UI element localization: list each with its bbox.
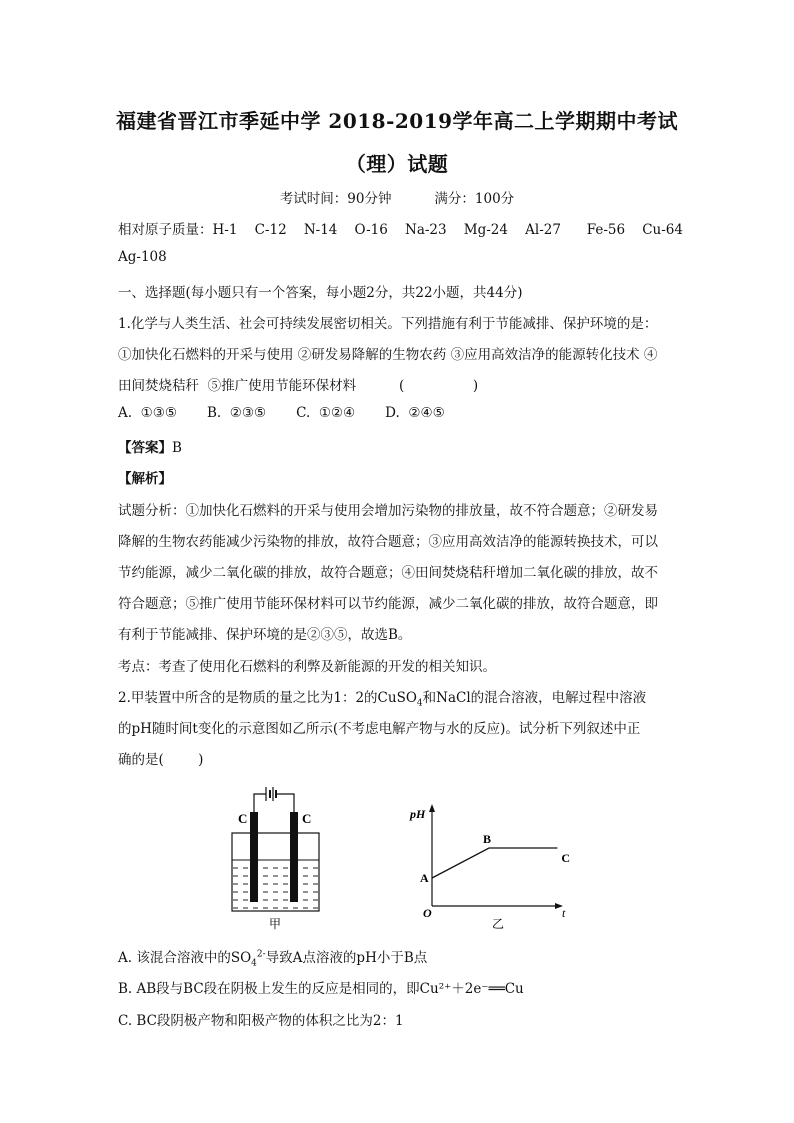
y-axis-label: pH: [410, 807, 426, 821]
q1-point: 考点：考查了使用化石燃料的利弊及新能源的开发的相关知识。: [118, 659, 496, 675]
point-a-label: A: [420, 871, 429, 885]
q2-option-b: B. AB段与BC段在阴极上发生的反应是相同的，即Cu²⁺＋2e⁻══Cu: [118, 981, 524, 997]
atomic-masses: 相对原子质量：H-1 C-12 N-14 O-16 Na-23 Mg-24 Al-27 Fe-56 Cu-64: [118, 222, 683, 238]
electrolysis-apparatus: [222, 776, 330, 932]
wire-left: [254, 794, 266, 812]
q2-stem-line2: 的pH随时间t变化的示意图如乙所示(不考虑电解产物与水的反应)。试分析下列叙述中正: [118, 721, 641, 737]
answer-value: B: [172, 440, 182, 456]
figure-caption-jia: 甲: [269, 917, 282, 931]
q2-stem-line3: 确的是( ): [118, 752, 204, 768]
document-title: 福建省晋江市季延中学 2018-2019学年高二上学期期中考试: [115, 109, 679, 133]
point-c-label: C: [561, 851, 571, 865]
battery-icon: [266, 787, 276, 801]
q1-stem: 1.化学与人类生活、社会可持续发展密切相关。下列措施有利于节能减排、保护环境的是：: [118, 316, 658, 332]
answer-label: 【答案】: [118, 440, 172, 456]
q2-stem: 2.甲装置中所含的是物质的量之比为1：2的CuSO$_4$和NaCl的混合溶液，电解过程中溶液: [118, 690, 647, 709]
q1-stem-line3: 田间焚烧秸秆 ⑤推广使用节能环保材料 ( ): [118, 378, 479, 394]
q1-answer: [118, 436, 182, 456]
x-axis-label: t: [562, 906, 566, 920]
solution: [233, 860, 318, 910]
analysis-line: 符合题意；⑤推广使用节能环保材料可以节约能源，减少二氧化碳的排放，故符合题意，即: [118, 596, 658, 612]
electrode-left-label: C: [238, 811, 248, 826]
analysis-line: 试题分析：①加快化石燃料的开采与使用会增加污染物的排放量，故不符合题意；②研发易: [118, 503, 658, 519]
origin-label: O: [423, 906, 432, 920]
atomic-masses-cont: Ag-108: [118, 249, 167, 265]
analysis-label: 【解析】: [118, 471, 172, 487]
ph-series-line: [432, 848, 557, 878]
y-axis-arrow: [429, 804, 435, 812]
electrode-left: [250, 812, 258, 902]
point-b-label: B: [483, 832, 492, 846]
figure-caption-yi: 乙: [492, 917, 505, 930]
analysis-line: 节约能源，减少二氧化碳的排放，故符合题意；④田间焚烧秸秆增加二氧化碳的排放，故不: [118, 565, 658, 581]
q2-option-a: A. 该混合溶液中的$SO_4^{2-}$导致A点溶液的pH小于B点: [118, 949, 428, 969]
electrode-right-label: C: [302, 811, 312, 826]
q1-options: A. ①③⑤ B. ②③⑤ C. ①②④ D. ②④⑤: [118, 405, 445, 421]
q2-option-c: C. BC段阴极产物和阳极产物的体积之比为2：1: [118, 1013, 404, 1029]
electrode-right: [290, 812, 298, 902]
section-header: 一、选择题(每小题只有一个答案，每小题2分，共22小题，共44分): [118, 285, 523, 301]
q1-stem-line2: ①加快化石燃料的开采与使用 ②研发易降解的生物农药 ③应用高效洁净的能源转化技术 ④: [118, 347, 658, 363]
document-title-line2: （理）试题: [345, 152, 449, 176]
analysis-line: 有利于节能减排、保护环境的是②③⑤，故选B。: [118, 627, 412, 643]
ph-time-chart: [406, 796, 582, 930]
wire-right: [276, 794, 294, 812]
analysis-line: 降解的生物农药能减少污染物的排放，故符合题意；③应用高效洁净的能源转换技术，可以: [118, 534, 658, 550]
exam-info: 考试时间：90分钟 满分：100分: [279, 191, 515, 207]
